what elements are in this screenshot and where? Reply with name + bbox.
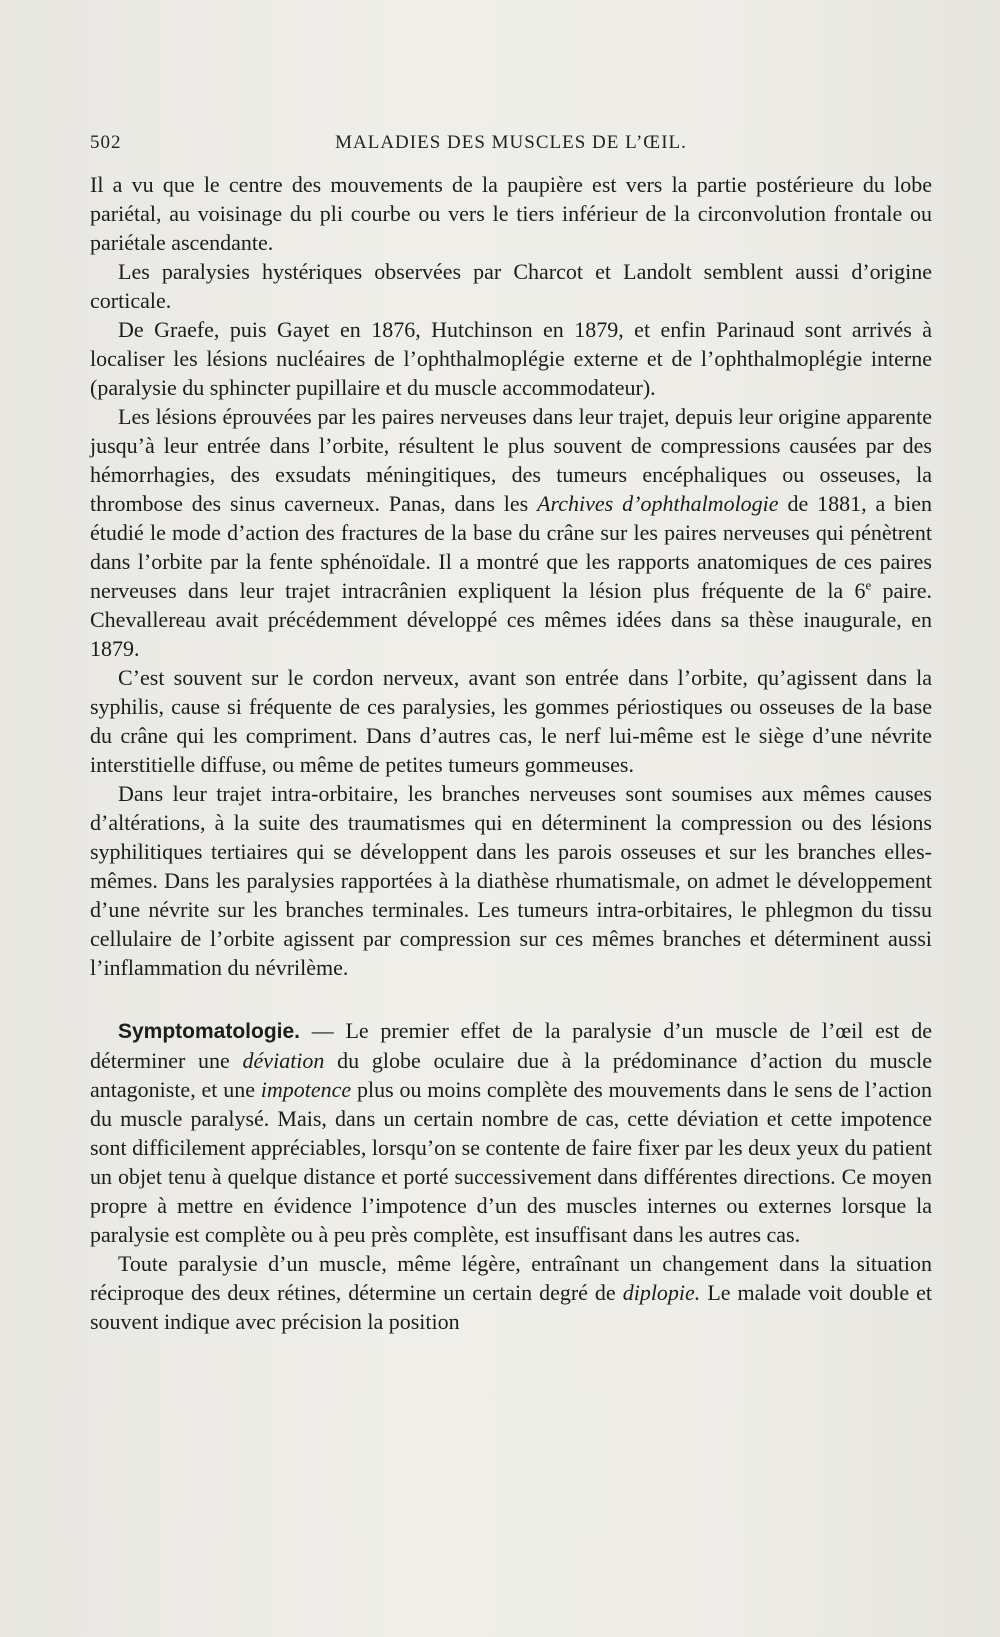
text-run: plus ou moins complète des mouvements dans le sens de l’action du muscle paralysé. Mais, dans un certain nombre de cas, cette déviation et cette impotence sont difficilement appréciables, lorsqu’on se contente de faire fixer par les deux yeux du patient un objet tenu à quelque distance et porté successivement dans différentes directions. Ce moyen propre à mettre en évidence l’impotence d’un des muscles internes ou externes lorsque la paralysie est complète ou à peu près complète, est insuffisant dans les autres cas. bbox=[90, 1077, 933, 1247]
paragraph: Il a vu que le centre des mouvements de la paupière est vers la partie postérieure du lobe pariétal, au voisinage du pli courbe ou vers le tiers inférieur de la circonvolution frontale ou pariétale ascendante. bbox=[90, 172, 932, 255]
section-spacer bbox=[90, 982, 932, 1016]
paragraph: De Graefe, puis Gayet en 1876, Hutchinson en 1879, et enfin Parinaud sont arrivés à localiser les lésions nucléaires de l’ophthalmoplégie externe et de l’ophthalmoplégie interne (paralysie du sphincter pupillaire et du muscle accommodateur). bbox=[90, 317, 932, 400]
paragraph bbox=[90, 1249, 932, 1336]
text-run: de 1881, a bien étudié le mode d’action des fractures de la base du crâne sur les paires nerveuses qui pénètrent dans l’orbite par la fente sphénoïdale. Il a montré que les rapports anatomiques de ces paires nerveuses dans leur trajet intracrânien expliquent la lésion plus fréquente de la 6 bbox=[90, 491, 933, 603]
paragraph: Dans leur trajet intra-orbitaire, les branches nerveuses sont soumises aux mêmes causes d’altérations, à la suite des traumatismes qui en déterminent la compression ou des lésions syphilitiques tertiaires qui se développent dans les parois osseuses et sur les branches elles-mêmes. Dans les paralysies rapportées à la diathèse rhumatismale, on admet le développement d’une névrite sur les branches terminales. Les tumeurs intra-orbitaires, le phlegmon du tissu cellulaire de l’orbite agissent par compression sur ces mêmes branches et déterminent aussi l’inflammation du névrilème. bbox=[90, 781, 932, 980]
text-run: du globe oculaire due à la prédominance d’action du muscle antagoniste, et une bbox=[90, 1048, 932, 1102]
page-body bbox=[90, 170, 932, 1336]
italic-term: impotence bbox=[260, 1077, 352, 1102]
paragraph: C’est souvent sur le cordon nerveux, avant son entrée dans l’orbite, qu’agissent dans la syphilis, cause si fréquente de ces paralysies, les gommes périostiques ou osseuses de la base du crâne qui les compriment. Dans d’autres cas, le nerf lui-même est le siège d’une névrite interstitielle diffuse, ou même de petites tumeurs gommeuses. bbox=[90, 665, 932, 777]
italic-term: déviation bbox=[242, 1048, 325, 1073]
running-title: MALADIES DES MUSCLES DE L’ŒIL. bbox=[335, 132, 687, 153]
text-run: Le malade voit double et souvent indique avec précision la position bbox=[90, 1280, 933, 1334]
text-run: paire. Chevallereau avait précédemment développé ces mêmes idées dans sa thèse inaugurale, en 1879. bbox=[90, 578, 933, 661]
superscript: e bbox=[865, 577, 872, 593]
text-run: — Le premier effet de la paralysie d’un muscle de l’œil est de déterminer une bbox=[90, 1018, 933, 1073]
italic-title: Archives d’ophthalmologie bbox=[537, 491, 779, 516]
running-header bbox=[90, 132, 932, 162]
italic-term: diplopie. bbox=[622, 1280, 701, 1305]
text-run: Les lésions éprouvées par les paires nerveuses dans leur trajet, depuis leur origine apparente jusqu’à leur entrée dans l’orbite, résultent le plus souvent de compressions causées par des hémorrhagies, des exsudats méningitiques, des tumeurs encéphaliques ou osseuses, la thrombose des sinus caverneux. Panas, dans les bbox=[90, 404, 932, 516]
text-run: Toute paralysie d’un muscle, même légère, entraînant un changement dans la situation réciproque des deux rétines, détermine un certain degré de bbox=[90, 1251, 932, 1305]
section-heading: Symptomatologie. bbox=[118, 1020, 301, 1043]
paragraph: Les paralysies hystériques observées par Charcot et Landolt semblent aussi d’origine corticale. bbox=[90, 259, 932, 313]
paragraph bbox=[90, 402, 932, 663]
paragraph bbox=[90, 1016, 932, 1249]
page-number: 502 bbox=[90, 132, 122, 153]
